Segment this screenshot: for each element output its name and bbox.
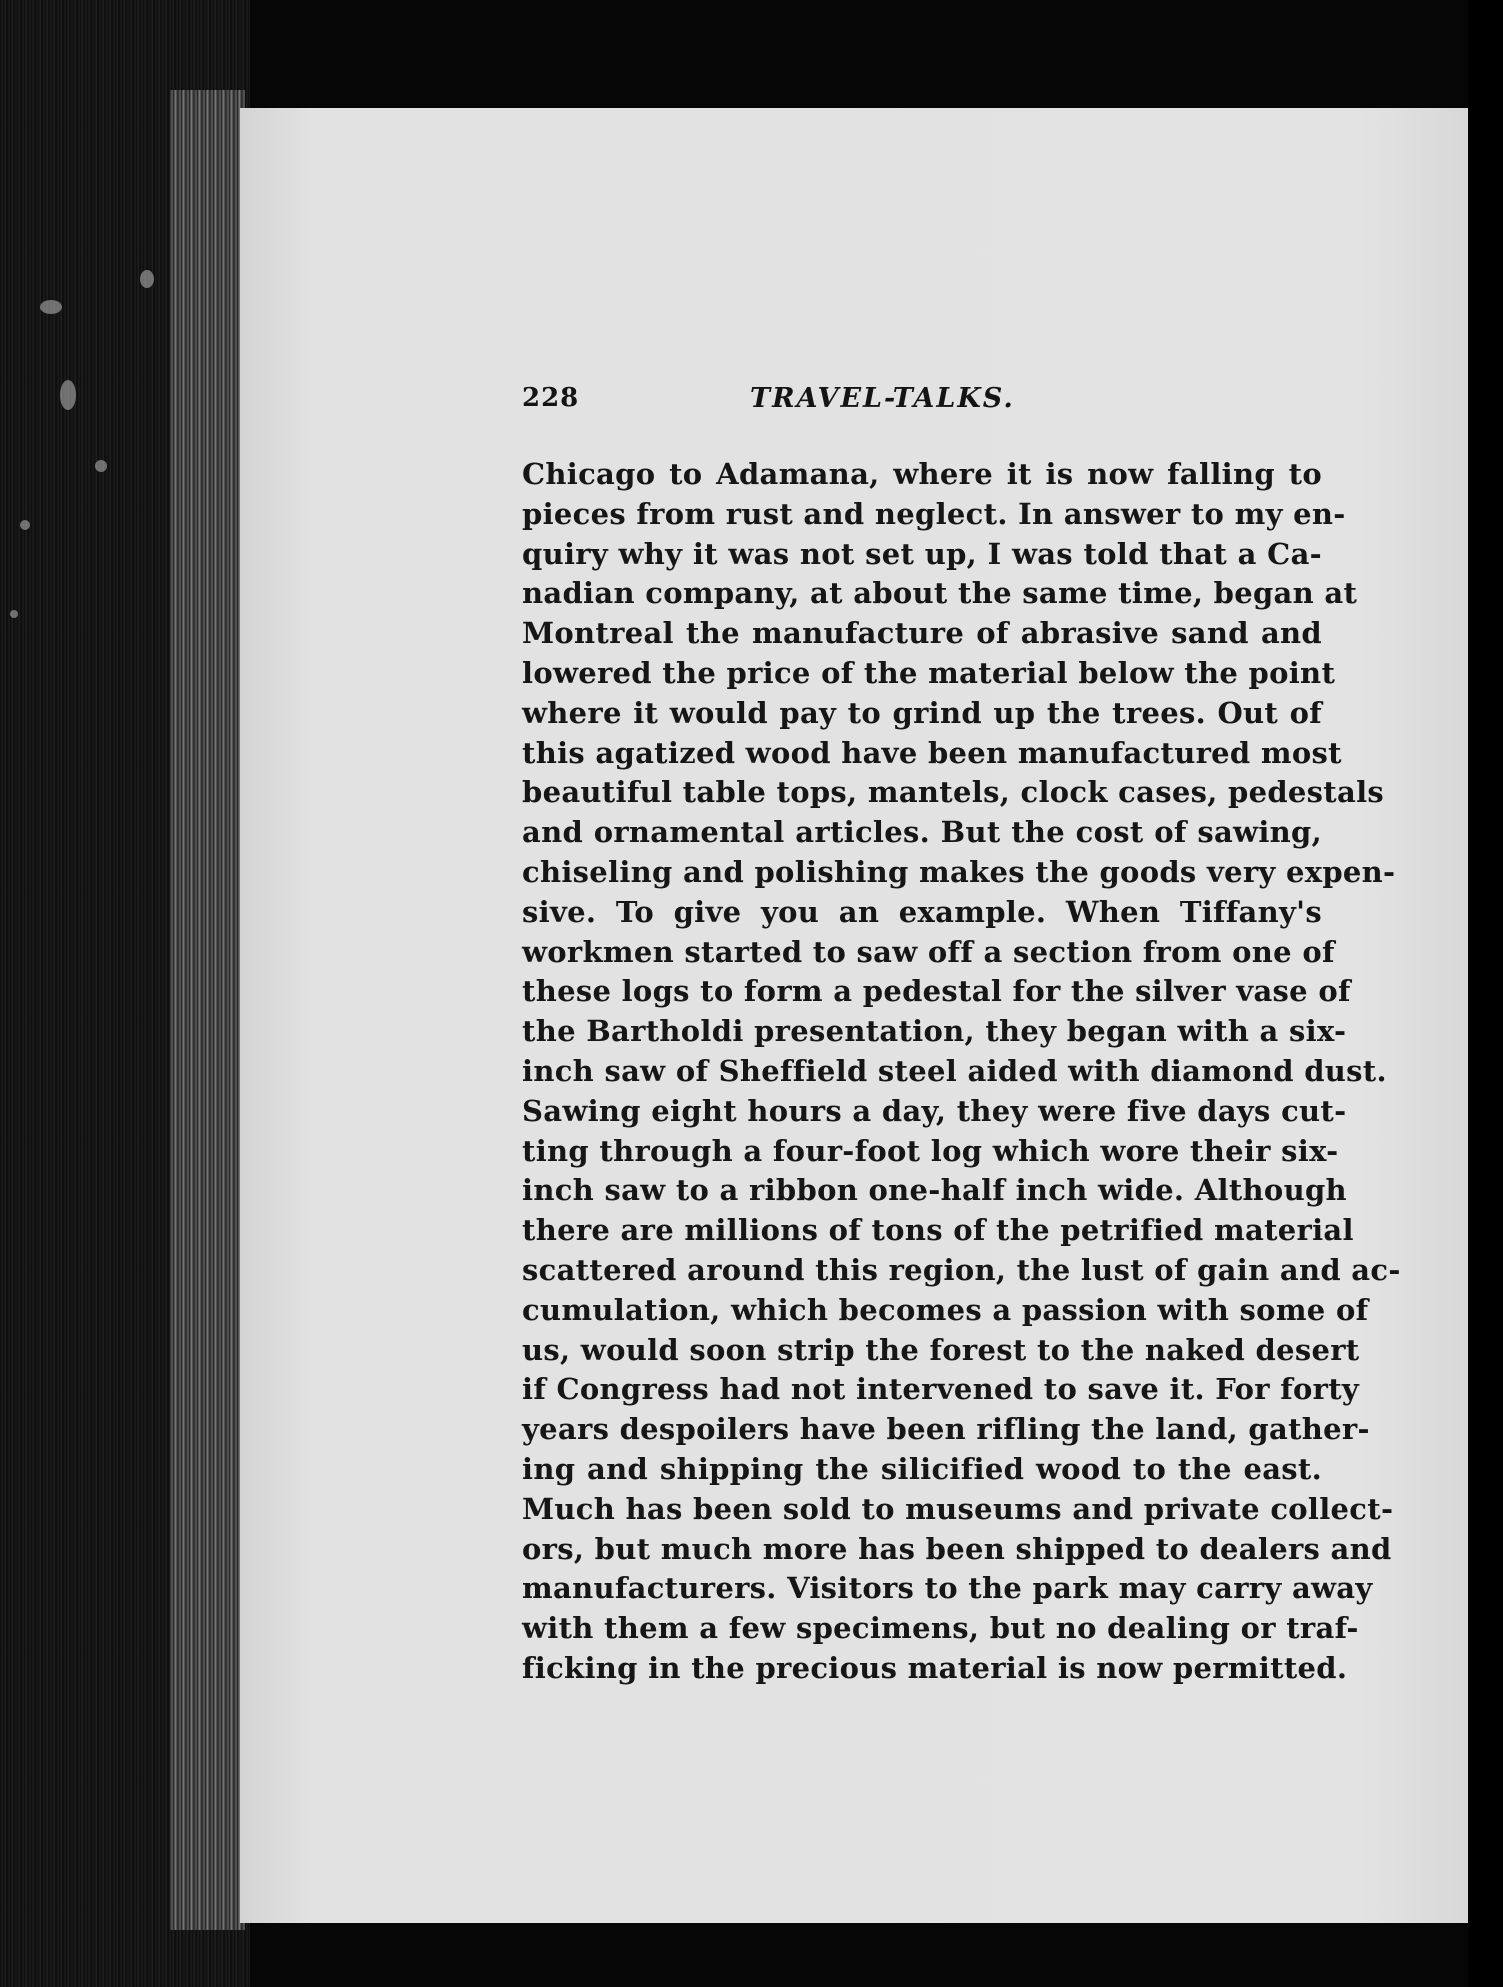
text-line: Sawing eight hours a day, they were five days cut-: [522, 1093, 1347, 1128]
scan-speckle: [95, 460, 107, 472]
text-line: scattered around this region, the lust of gain and ac-: [522, 1252, 1401, 1287]
text-line: cumulation, which becomes a passion with some of: [522, 1292, 1369, 1327]
text-line: ing and shipping the silicified wood to the east.: [522, 1451, 1322, 1486]
text-line: ors, but much more has been shipped to dealers and: [522, 1531, 1392, 1566]
text-line: Chicago to Adamana, where it is now falling to: [522, 457, 1322, 491]
text-line: manufacturers. Visitors to the park may carry away: [522, 1571, 1373, 1606]
text-line: quiry why it was not set up, I was told that a Ca-: [522, 536, 1322, 571]
scan-speckle: [20, 520, 30, 530]
text-line: if Congress had not intervened to save it. For forty: [522, 1372, 1360, 1407]
text-line: and ornamental articles. But the cost of sawing,: [522, 815, 1322, 850]
text-line: Much has been sold to museums and private collect-: [522, 1491, 1394, 1526]
text-line: nadian company, at about the same time, began at: [522, 576, 1358, 611]
text-line: the Bartholdi presentation, they began with a six-: [522, 1014, 1347, 1049]
page-number: 228: [522, 383, 580, 413]
text-line: inch saw of Sheffield steel aided with diamond dust.: [522, 1053, 1387, 1088]
text-line: us, would soon strip the forest to the naked desert: [522, 1332, 1360, 1367]
text-line: years despoilers have been rifling the land, gather-: [522, 1412, 1370, 1447]
scan-speckle: [40, 300, 62, 314]
text-line: lowered the price of the material below the point: [522, 655, 1336, 690]
scan-speckle: [140, 270, 154, 288]
text-line: these logs to form a pedestal for the silver vase of: [522, 974, 1351, 1009]
page-header: [522, 383, 1062, 423]
text-line: chiseling and polishing makes the goods very expen-: [522, 854, 1396, 889]
scan-speckle: [10, 610, 18, 618]
text-line: there are millions of tons of the petrified material: [522, 1213, 1354, 1248]
scan-speckle: [60, 380, 76, 410]
text-line: where it would pay to grind up the trees. Out of: [522, 695, 1322, 730]
text-line: pieces from rust and neglect. In answer to my en-: [522, 496, 1346, 531]
text-line: ting through a four-foot log which wore their six-: [522, 1133, 1339, 1168]
text-line: workmen started to saw off a section from one of: [522, 934, 1335, 969]
page-stack-edge: [170, 90, 245, 1930]
text-line: Montreal the manufacture of abrasive sand and: [522, 616, 1322, 651]
text-line: with them a few specimens, but no dealing or traf-: [522, 1611, 1359, 1646]
running-head: TRAVEL-TALKS.: [750, 383, 1015, 414]
text-line: this agatized wood have been manufactured most: [522, 735, 1342, 770]
text-line: beautiful table tops, mantels, clock cases, pedestals: [522, 775, 1385, 810]
text-line: ficking in the precious material is now permitted.: [522, 1650, 1348, 1685]
text-line: sive. To give you an example. When Tiffany's: [522, 894, 1322, 929]
body-text: [522, 455, 1401, 1689]
text-line: inch saw to a ribbon one-half inch wide. Although: [522, 1173, 1347, 1208]
scan-right-border: [1468, 0, 1503, 1987]
